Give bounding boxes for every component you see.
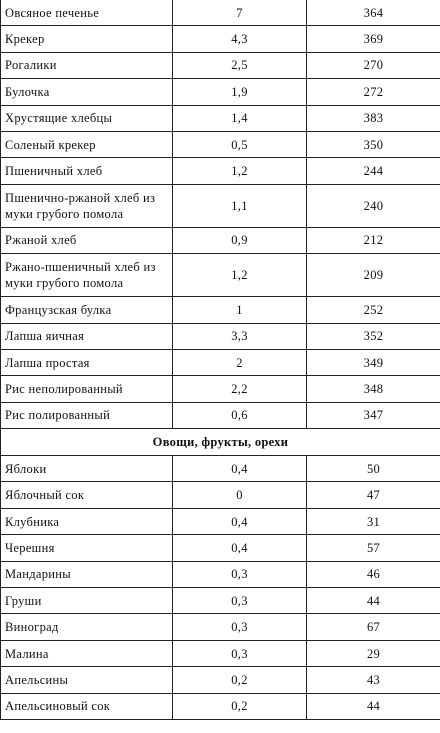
food-name: Апельсиновый сок — [1, 693, 173, 719]
food-name: Ржаной хлеб — [1, 227, 173, 253]
fat-value: 0,4 — [173, 535, 307, 561]
calorie-value: 364 — [307, 0, 440, 26]
food-name: Груши — [1, 588, 173, 614]
table-row — [1, 376, 440, 402]
calorie-value: 369 — [307, 26, 440, 52]
food-name: Булочка — [1, 79, 173, 105]
fat-value: 0,9 — [173, 227, 307, 253]
table-row — [1, 323, 440, 349]
calorie-value: 272 — [307, 79, 440, 105]
food-name: Виноград — [1, 614, 173, 640]
fat-value: 1,9 — [173, 79, 307, 105]
fat-value: 1 — [173, 297, 307, 323]
fat-value: 3,3 — [173, 323, 307, 349]
fat-value: 0 — [173, 482, 307, 508]
calorie-value: 349 — [307, 349, 440, 375]
table-row — [1, 535, 440, 561]
food-name: Яблоки — [1, 456, 173, 482]
table-row — [1, 158, 440, 184]
table-row — [1, 693, 440, 719]
calorie-value: 29 — [307, 640, 440, 666]
food-name: Малина — [1, 640, 173, 666]
fat-value: 0,3 — [173, 561, 307, 587]
table-row — [1, 402, 440, 428]
table-row — [1, 508, 440, 534]
food-name: Лапша простая — [1, 349, 173, 375]
table-row — [1, 667, 440, 693]
calorie-value: 212 — [307, 227, 440, 253]
table-row — [1, 297, 440, 323]
food-name: Яблочный сок — [1, 482, 173, 508]
table-row — [1, 561, 440, 587]
fat-value: 1,2 — [173, 158, 307, 184]
food-name: Лапша яичная — [1, 323, 173, 349]
fat-value: 0,6 — [173, 402, 307, 428]
section-title: Овощи, фрукты, орехи — [1, 429, 440, 456]
calorie-value: 44 — [307, 693, 440, 719]
calorie-value: 46 — [307, 561, 440, 587]
table-row — [1, 456, 440, 482]
food-name: Рис полированный — [1, 402, 173, 428]
calorie-value: 44 — [307, 588, 440, 614]
calorie-value: 43 — [307, 667, 440, 693]
fat-value: 0,3 — [173, 640, 307, 666]
fat-value: 1,4 — [173, 105, 307, 131]
calorie-value: 57 — [307, 535, 440, 561]
food-name: Соленый крекер — [1, 131, 173, 157]
food-name: Крекер — [1, 26, 173, 52]
table-row — [1, 227, 440, 253]
fat-value: 4,3 — [173, 26, 307, 52]
table-row — [1, 614, 440, 640]
section-header-row — [1, 429, 440, 456]
table-row — [1, 184, 440, 227]
food-name: Клубника — [1, 508, 173, 534]
table-row — [1, 482, 440, 508]
fat-value: 0,4 — [173, 456, 307, 482]
food-name: Рис неполированный — [1, 376, 173, 402]
food-name: Пшеничный хлеб — [1, 158, 173, 184]
fat-value: 0,5 — [173, 131, 307, 157]
calorie-value: 348 — [307, 376, 440, 402]
fat-value: 0,4 — [173, 508, 307, 534]
table-row — [1, 588, 440, 614]
calorie-value: 244 — [307, 158, 440, 184]
food-name: Пшенично-ржаной хлеб из муки грубого помола — [1, 184, 173, 227]
calorie-value: 50 — [307, 456, 440, 482]
food-name: Хрустящие хлебцы — [1, 105, 173, 131]
table-row — [1, 52, 440, 78]
food-name: Рогалики — [1, 52, 173, 78]
calorie-value: 270 — [307, 52, 440, 78]
calorie-value: 350 — [307, 131, 440, 157]
table-row — [1, 349, 440, 375]
fat-value: 2,5 — [173, 52, 307, 78]
food-name: Черешня — [1, 535, 173, 561]
fat-value: 0,2 — [173, 693, 307, 719]
food-name: Мандарины — [1, 561, 173, 587]
calorie-value: 252 — [307, 297, 440, 323]
table-row — [1, 640, 440, 666]
food-name: Апельсины — [1, 667, 173, 693]
fat-value: 0,3 — [173, 588, 307, 614]
calorie-value: 209 — [307, 254, 440, 297]
food-name: Овсяное печенье — [1, 0, 173, 26]
food-name: Французская булка — [1, 297, 173, 323]
calorie-value: 347 — [307, 402, 440, 428]
table-row — [1, 254, 440, 297]
fat-value: 7 — [173, 0, 307, 26]
fat-value: 2,2 — [173, 376, 307, 402]
calorie-value: 383 — [307, 105, 440, 131]
fat-value: 0,2 — [173, 667, 307, 693]
calorie-value: 31 — [307, 508, 440, 534]
fat-value: 1,1 — [173, 184, 307, 227]
food-name: Ржано-пшеничный хлеб из муки грубого помола — [1, 254, 173, 297]
table-row — [1, 105, 440, 131]
calorie-value: 240 — [307, 184, 440, 227]
calorie-value: 352 — [307, 323, 440, 349]
calorie-value: 47 — [307, 482, 440, 508]
table-row — [1, 131, 440, 157]
fat-value: 0,3 — [173, 614, 307, 640]
fat-value: 2 — [173, 349, 307, 375]
table-row — [1, 0, 440, 26]
calorie-value: 67 — [307, 614, 440, 640]
table-row — [1, 26, 440, 52]
table-row — [1, 79, 440, 105]
fat-value: 1,2 — [173, 254, 307, 297]
